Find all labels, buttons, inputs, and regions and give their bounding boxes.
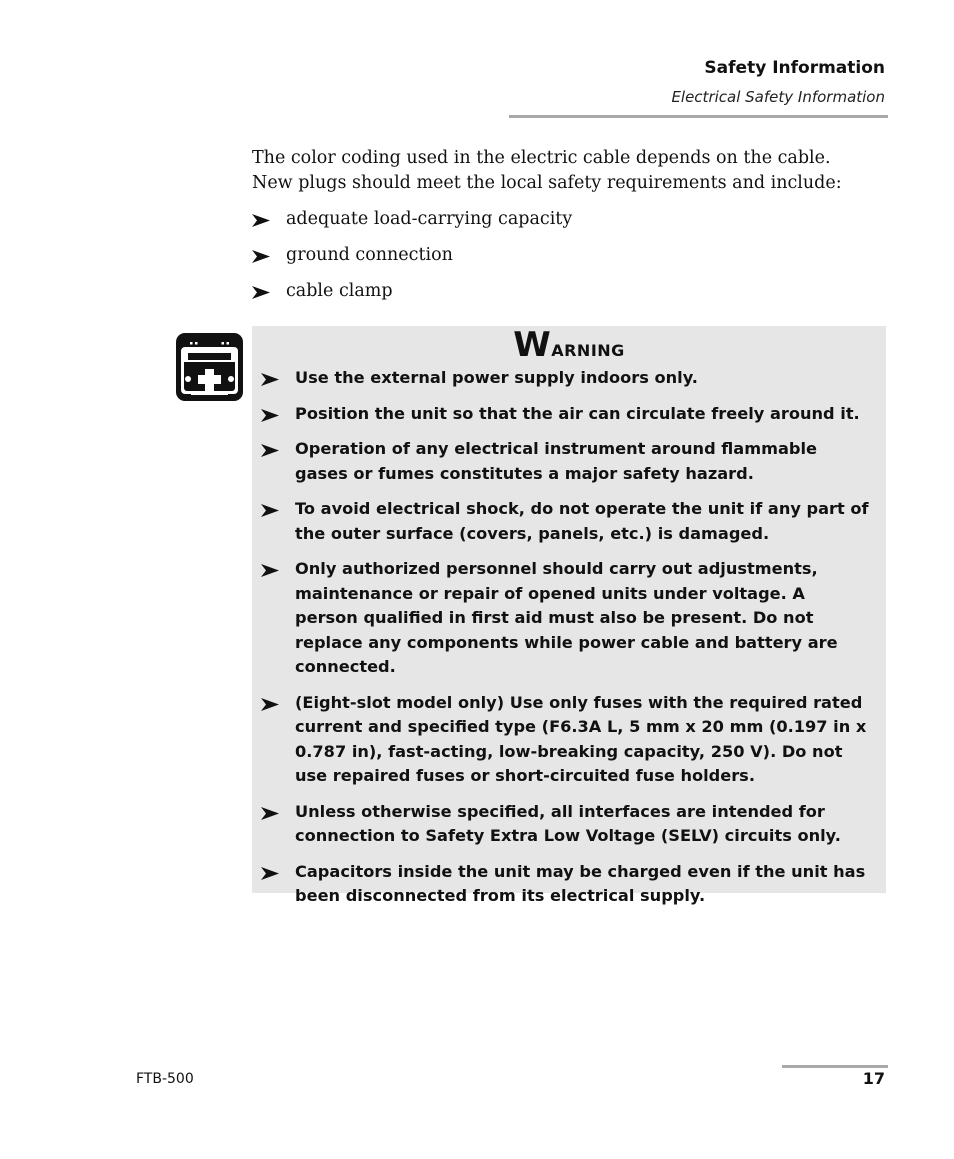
arrow-bullet-icon: [261, 691, 281, 716]
list-item: [252, 243, 872, 268]
list-item: [261, 800, 873, 849]
list-item: [261, 497, 873, 546]
arrow-bullet-icon: [261, 366, 281, 391]
arrow-bullet-icon: [261, 800, 281, 825]
intro-paragraph: The color coding used in the electric cable depends on the cable. New plugs should meet the local safety requirements and include:: [252, 148, 842, 193]
warning-item-text: Operation of any electrical instrument around flammable gases or fumes constitutes a major safety hazard.: [295, 439, 817, 483]
header-divider: [509, 115, 888, 118]
footer-product-name: FTB-500: [136, 1071, 194, 1087]
warning-item-text: To avoid electrical shock, do not operate the unit if any part of the outer surface (covers, panels, etc.) is damaged.: [295, 499, 869, 543]
warning-ambulance-icon: [176, 333, 243, 401]
warning-box: [252, 325, 886, 905]
list-item: [261, 557, 873, 680]
warning-item-text: Only authorized personnel should carry out adjustments, maintenance or repair of opened units under voltage. A person qualified in first aid must also be present. Do not replace any components while power cable and battery are connected.: [295, 559, 838, 676]
list-item-text: cable clamp: [286, 281, 393, 301]
warning-list: [261, 366, 873, 920]
list-item: [252, 207, 872, 232]
page-header-title: Safety Information: [704, 58, 885, 78]
warning-item-text: (Eight-slot model only) Use only fuses with the required rated current and specified type (F6.3A L, 5 mm x 20 mm (0.197 in x 0.787 in), fast-acting, low-breaking capacity, 250 V). Do not use repaired fuses or short-circuited fuse holders.: [295, 692, 867, 785]
list-item: [261, 860, 873, 909]
list-item: [261, 691, 873, 789]
list-item: [261, 402, 873, 427]
arrow-bullet-icon: [252, 279, 272, 304]
arrow-bullet-icon: [252, 207, 272, 232]
arrow-bullet-icon: [261, 557, 281, 582]
requirements-list: [252, 207, 872, 315]
arrow-bullet-icon: [252, 243, 272, 268]
list-item-text: ground connection: [286, 245, 453, 265]
page-number: 17: [862, 1069, 885, 1088]
arrow-bullet-icon: [261, 497, 281, 522]
arrow-bullet-icon: [261, 437, 281, 462]
warning-item-text: Unless otherwise specified, all interfaces are intended for connection to Safety Extra Low Voltage (SELV) circuits only.: [295, 801, 841, 845]
warning-item-text: Capacitors inside the unit may be charged even if the unit has been disconnected from its electrical supply.: [295, 861, 866, 905]
arrow-bullet-icon: [261, 860, 281, 885]
list-item: [261, 437, 873, 486]
warning-item-text: Use the external power supply indoors only.: [295, 368, 698, 387]
arrow-bullet-icon: [261, 402, 281, 427]
page-header-subtitle: Electrical Safety Information: [671, 88, 885, 106]
warning-title: [252, 326, 886, 368]
list-item: [261, 366, 873, 391]
list-item-text: adequate load-carrying capacity: [286, 209, 573, 229]
footer-divider: [782, 1065, 888, 1068]
warning-title-initial: W: [513, 325, 552, 365]
list-item: [252, 279, 872, 304]
warning-item-text: Position the unit so that the air can circulate freely around it.: [295, 403, 860, 423]
warning-title-rest: arning: [551, 336, 625, 362]
